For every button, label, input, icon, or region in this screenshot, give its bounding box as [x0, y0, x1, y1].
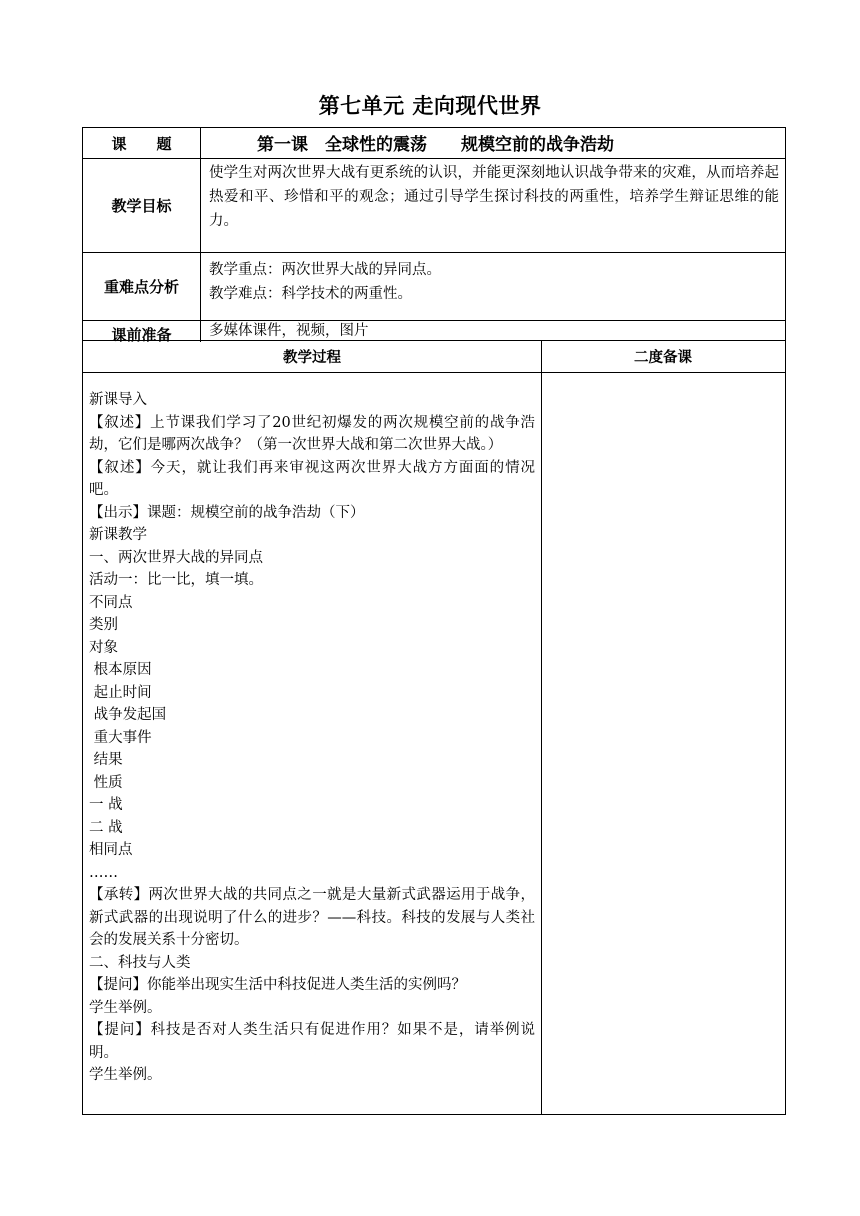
lesson-row [83, 128, 785, 159]
process-line: 不同点 [89, 594, 133, 611]
process-line: 一、两次世界大战的异同点 [89, 549, 263, 566]
process-content [89, 389, 535, 1087]
process-line: 相同点 [89, 842, 133, 858]
process-line: 性质 [89, 774, 123, 791]
process-line: 【提问】科技是否对人类生活只有促进作用？如果不是，请举例说明。 [89, 1022, 535, 1061]
lesson-info-table [82, 127, 786, 344]
process-line: 二 战 [89, 819, 123, 836]
key-points-label: 重难点分析 [83, 253, 201, 320]
process-line: 学生举例。 [89, 1067, 162, 1083]
process-line: 根本原因 [89, 662, 152, 678]
process-line: 活动一：比一比，填一填。 [89, 572, 263, 588]
notes-header: 二度备课 [541, 341, 785, 373]
process-line: 【提问】你能举出现实生活中科技促进人类生活的实例吗？ [89, 977, 466, 993]
key-point-focus: 教学重点：两次世界大战的异同点。 [209, 262, 441, 278]
process-line: 【叙述】上节课我们学习了20世纪初爆发的两次规模空前的战争浩劫，它们是哪两次战争？（第一次世界大战和第二次世界大战。） [89, 414, 535, 453]
process-line: 学生举例。 [89, 999, 162, 1016]
key-point-difficulty: 教学难点：科学技术的两重性。 [209, 286, 412, 302]
unit-title: 第七单元 走向现代世界 [318, 94, 542, 118]
process-line: 重大事件 [89, 729, 152, 746]
process-line: 【出示】课题：规模空前的战争浩劫（下） [89, 504, 365, 521]
process-line: 结果 [89, 752, 123, 768]
process-line: 【叙述】今天，就让我们再来审视这两次世界大战方方面面的情况吧。 [89, 459, 535, 498]
preparation-row [83, 321, 785, 342]
key-points-content [201, 253, 785, 320]
process-table [82, 341, 786, 1115]
preparation-text: 多媒体课件，视频，图片 [209, 323, 369, 339]
process-line: 一 战 [89, 797, 123, 813]
lesson-title: 第一课 全球性的震荡 规模空前的战争浩劫 [257, 135, 614, 155]
lesson-label: 课 题 [83, 128, 201, 158]
objectives-row [83, 159, 785, 253]
process-line: 类别 [89, 617, 118, 633]
process-line: 起止时间 [89, 684, 152, 701]
process-line: 对象 [89, 639, 118, 656]
key-points-row [83, 253, 785, 321]
process-line: 二、科技与人类 [89, 954, 191, 971]
process-line: …… [89, 864, 118, 881]
process-line: 【承转】两次世界大战的共同点之一就是大量新式武器运用于战争，新式武器的出现说明了什么的进步？——科技。科技的发展与人类社会的发展关系十分密切。 [89, 887, 535, 948]
objectives-label: 教学目标 [83, 159, 201, 252]
column-divider [541, 341, 542, 1114]
process-line: 战争发起国 [89, 707, 167, 723]
objectives-text: 使学生对两次世界大战有更系统的认识，并能更深刻地认识战争带来的灾难，从而培养起热爱和平、珍惜和平的观念；通过引导学生探讨科技的两重性，培养学生辩证思维的能力。 [209, 165, 779, 229]
process-line: 新课教学 [89, 527, 147, 543]
process-line: 新课导入 [89, 392, 147, 408]
preparation-label: 课前准备 [83, 321, 201, 342]
process-header: 教学过程 [83, 341, 541, 373]
